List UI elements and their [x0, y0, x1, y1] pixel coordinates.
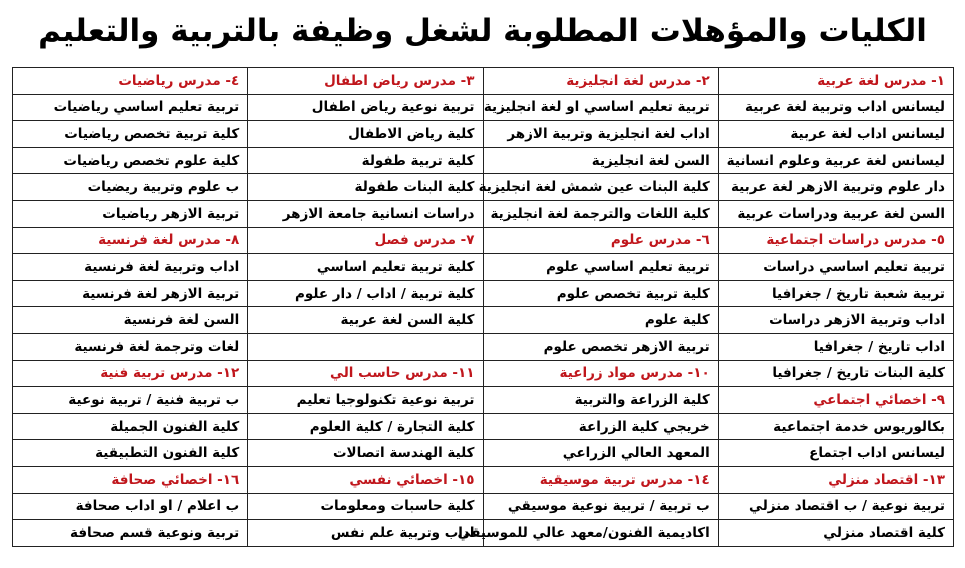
table-cell: تربية نوعية رياض اطفال — [248, 94, 483, 121]
header-cell: ١- مدرس لغة عربية — [718, 68, 953, 95]
table-cell: كلية الهندسة اتصالات — [248, 440, 483, 467]
table-cell: خريجي كلية الزراعة — [483, 413, 718, 440]
table-row — [13, 147, 954, 174]
table-cell: اداب وتربية علم نفس — [248, 520, 483, 547]
table-cell: تربية تعليم اساسي رياضيات — [13, 94, 248, 121]
table-header-row — [13, 360, 954, 387]
table-row — [13, 333, 954, 360]
table-cell: اداب لغة انجليزية وتربية الازهر — [483, 121, 718, 148]
table-cell: ب علوم وتربية ريضيات — [13, 174, 248, 201]
table-cell: ب اعلام / او اداب صحافة — [13, 493, 248, 520]
header-cell: ٨- مدرس لغة فرنسية — [13, 227, 248, 254]
header-cell: ٣- مدرس رياض اطفال — [248, 68, 483, 95]
table-row — [13, 254, 954, 281]
table-cell: كلية الفنون الجميلة — [13, 413, 248, 440]
table-cell: كلية البنات طفولة — [248, 174, 483, 201]
header-cell: ١١- مدرس حاسب الي — [248, 360, 483, 387]
header-cell: ١٢- مدرس تربية فنية — [13, 360, 248, 387]
table-cell: كلية البنات عين شمش لغة انجليزية — [483, 174, 718, 201]
table-cell: اداب تاريخ / جغرافيا — [718, 333, 953, 360]
header-cell: ٩- اخصائي اجتماعي — [718, 387, 953, 414]
header-cell: ٦- مدرس علوم — [483, 227, 718, 254]
header-cell: ٥- مدرس دراسات اجتماعية — [718, 227, 953, 254]
page-title: الكليات والمؤهلات المطلوبة لشغل وظيفة بالتربية والتعليم — [38, 13, 927, 49]
table-row — [13, 520, 954, 547]
table-cell: السن لغة فرنسية — [13, 307, 248, 334]
table-cell: تربية الازهر تخصص علوم — [483, 333, 718, 360]
table-row — [13, 493, 954, 520]
table-row — [13, 94, 954, 121]
table-cell: تربية ونوعية قسم صحافة — [13, 520, 248, 547]
header-cell: ٤- مدرس رياضيات — [13, 68, 248, 95]
table-cell: السن لغة عربية ودراسات عربية — [718, 200, 953, 227]
table-header-row — [13, 68, 954, 95]
table-cell: كلية تربية / اداب / دار علوم — [248, 280, 483, 307]
table-cell: تربية نوعية / ب اقتصاد منزلي — [718, 493, 953, 520]
table-row — [13, 200, 954, 227]
table-header-row — [13, 466, 954, 493]
table-cell: كلية الفنون التطبيقية — [13, 440, 248, 467]
table-cell: كلية التجارة / كلية العلوم — [248, 413, 483, 440]
header-cell: ١٣- اقتصاد منزلي — [718, 466, 953, 493]
table-cell: كلية تربية تخصص علوم — [483, 280, 718, 307]
header-cell: ١٥- اخصائي نفسي — [248, 466, 483, 493]
table-cell: السن لغة انجليزية — [483, 147, 718, 174]
qualifications-table — [12, 67, 954, 547]
table-cell: تربية الازهر رياضيات — [13, 200, 248, 227]
table-cell: لغات وترجمة لغة فرنسية — [13, 333, 248, 360]
table-cell: تربية تعليم اساسي دراسات — [718, 254, 953, 281]
table-cell: اكاديمية الفنون/معهد عالي للموسيقي — [483, 520, 718, 547]
table-cell — [248, 333, 483, 360]
header-cell: ٢- مدرس لغة انجليزية — [483, 68, 718, 95]
table-cell: ب تربية فنية / تربية نوعية — [13, 387, 248, 414]
table-cell: كلية حاسبات ومعلومات — [248, 493, 483, 520]
table-cell: تربية شعبة تاريخ / جغرافيا — [718, 280, 953, 307]
table-cell: كلية تربية تعليم اساسي — [248, 254, 483, 281]
table-cell: كلية البنات تاريخ / جغرافيا — [718, 360, 953, 387]
table-cell: كلية تربية طفولة — [248, 147, 483, 174]
table-cell: كلية علوم تخصص رياضيات — [13, 147, 248, 174]
table-cell: كلية تربية تخصص رياضيات — [13, 121, 248, 148]
table-row — [13, 387, 954, 414]
table-cell: دار علوم وتربية الازهر لغة عربية — [718, 174, 953, 201]
table-row — [13, 307, 954, 334]
table-cell: اداب وتربية الازهر دراسات — [718, 307, 953, 334]
table-cell: كلية الزراعة والتربية — [483, 387, 718, 414]
table-cell: تربية تعليم اساسي علوم — [483, 254, 718, 281]
table-cell: تربية نوعية تكنولوجيا تعليم — [248, 387, 483, 414]
table-cell: ب تربية / تربية نوعية موسيقي — [483, 493, 718, 520]
table-row — [13, 121, 954, 148]
header-cell: ١٠- مدرس مواد زراعية — [483, 360, 718, 387]
table-cell: المعهد العالي الزراعي — [483, 440, 718, 467]
table-cell: كلية السن لغة عربية — [248, 307, 483, 334]
header-cell: ١٦- اخصائي صحافة — [13, 466, 248, 493]
table-cell: تربية الازهر لغة فرنسية — [13, 280, 248, 307]
header-cell: ١٤- مدرس تربية موسيقية — [483, 466, 718, 493]
table-cell: ليسانس لغة عربية وعلوم انسانية — [718, 147, 953, 174]
table-row — [13, 280, 954, 307]
table-cell: كلية علوم — [483, 307, 718, 334]
table-cell: تربية تعليم اساسي او لغة انجليزية — [483, 94, 718, 121]
table-row — [13, 440, 954, 467]
table-cell: دراسات انسانية جامعة الازهر — [248, 200, 483, 227]
table-cell: ليسانس اداب اجتماع — [718, 440, 953, 467]
table-cell: ليسانس اداب وتربية لغة عربية — [718, 94, 953, 121]
table-cell: كلية اللغات والترجمة لغة انجليزية — [483, 200, 718, 227]
table-cell: كلية رياض الاطفال — [248, 121, 483, 148]
table-header-row — [13, 227, 954, 254]
table-cell: بكالوريوس خدمة اجتماعية — [718, 413, 953, 440]
header-cell: ٧- مدرس فصل — [248, 227, 483, 254]
table-row — [13, 174, 954, 201]
table-cell: اداب وتربية لغة فرنسية — [13, 254, 248, 281]
table-cell: كلية اقتصاد منزلي — [718, 520, 953, 547]
table-row — [13, 413, 954, 440]
table-cell: ليسانس اداب لغة عربية — [718, 121, 953, 148]
